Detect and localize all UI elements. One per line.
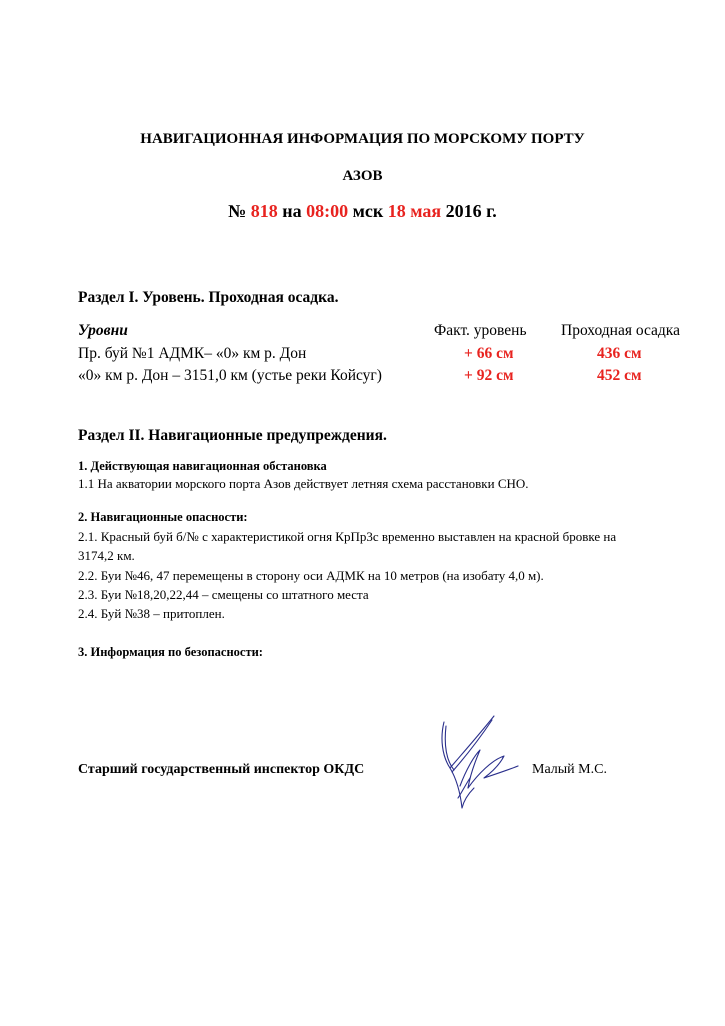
row2-location: «0» км р. Дон – 3151,0 км (устье реки Койсуг) xyxy=(78,367,382,384)
sub2-item: 3174,2 км. xyxy=(78,548,135,563)
report-number: 818 xyxy=(250,201,278,221)
section2-title: Раздел II. Навигационные предупреждения. xyxy=(78,427,387,444)
col-header-draft: Проходная осадка xyxy=(561,322,680,339)
report-time: 08:00 xyxy=(306,201,349,221)
document-title: НАВИГАЦИОННАЯ ИНФОРМАЦИЯ ПО МОРСКОМУ ПОРТУ xyxy=(140,131,585,147)
number-prefix: № xyxy=(228,201,247,221)
at-label: на xyxy=(282,201,302,221)
row2-level: + 92 см xyxy=(464,367,514,384)
row2-draft: 452 см xyxy=(597,367,642,384)
timezone-label: мск xyxy=(352,201,384,221)
report-year: 2016 г. xyxy=(445,201,497,221)
signer-position: Старший государственный инспектор ОКДС xyxy=(78,762,365,777)
col-header-levels: Уровни xyxy=(78,322,128,339)
sub2-item: 2.3. Буи №18,20,22,44 – смещены со штатного места xyxy=(78,587,369,602)
row1-draft: 436 см xyxy=(597,345,642,362)
signer-name: Малый М.С. xyxy=(532,762,607,777)
sub2-title: 2. Навигационные опасности: xyxy=(78,510,248,524)
sub2-item: 2.4. Буй №38 – притоплен. xyxy=(78,606,225,621)
sub2-item: 2.2. Буи №46, 47 перемещены в сторону оси АДМК на 10 метров (на изобату 4,0 м). xyxy=(78,568,544,583)
sub3-title: 3. Информация по безопасности: xyxy=(78,645,263,659)
col-header-actual-level: Факт. уровень xyxy=(434,322,527,339)
row1-level: + 66 см xyxy=(464,345,514,362)
sub1-item: 1.1 На акватории морского порта Азов действует летняя схема расстановки СНО. xyxy=(78,476,529,491)
row1-location: Пр. буй №1 АДМК– «0» км р. Дон xyxy=(78,345,307,362)
report-number-line xyxy=(0,201,725,222)
section1-title: Раздел I. Уровень. Проходная осадка. xyxy=(78,289,339,306)
port-name: АЗОВ xyxy=(342,168,383,184)
handwritten-signature xyxy=(422,708,532,818)
sub2-item: 2.1. Красный буй б/№ с характеристикой огня КрПр3с временно выставлен на красной бровке на xyxy=(78,529,617,544)
report-date: 18 мая xyxy=(387,201,442,221)
sub1-title: 1. Действующая навигационная обстановка xyxy=(78,459,327,473)
